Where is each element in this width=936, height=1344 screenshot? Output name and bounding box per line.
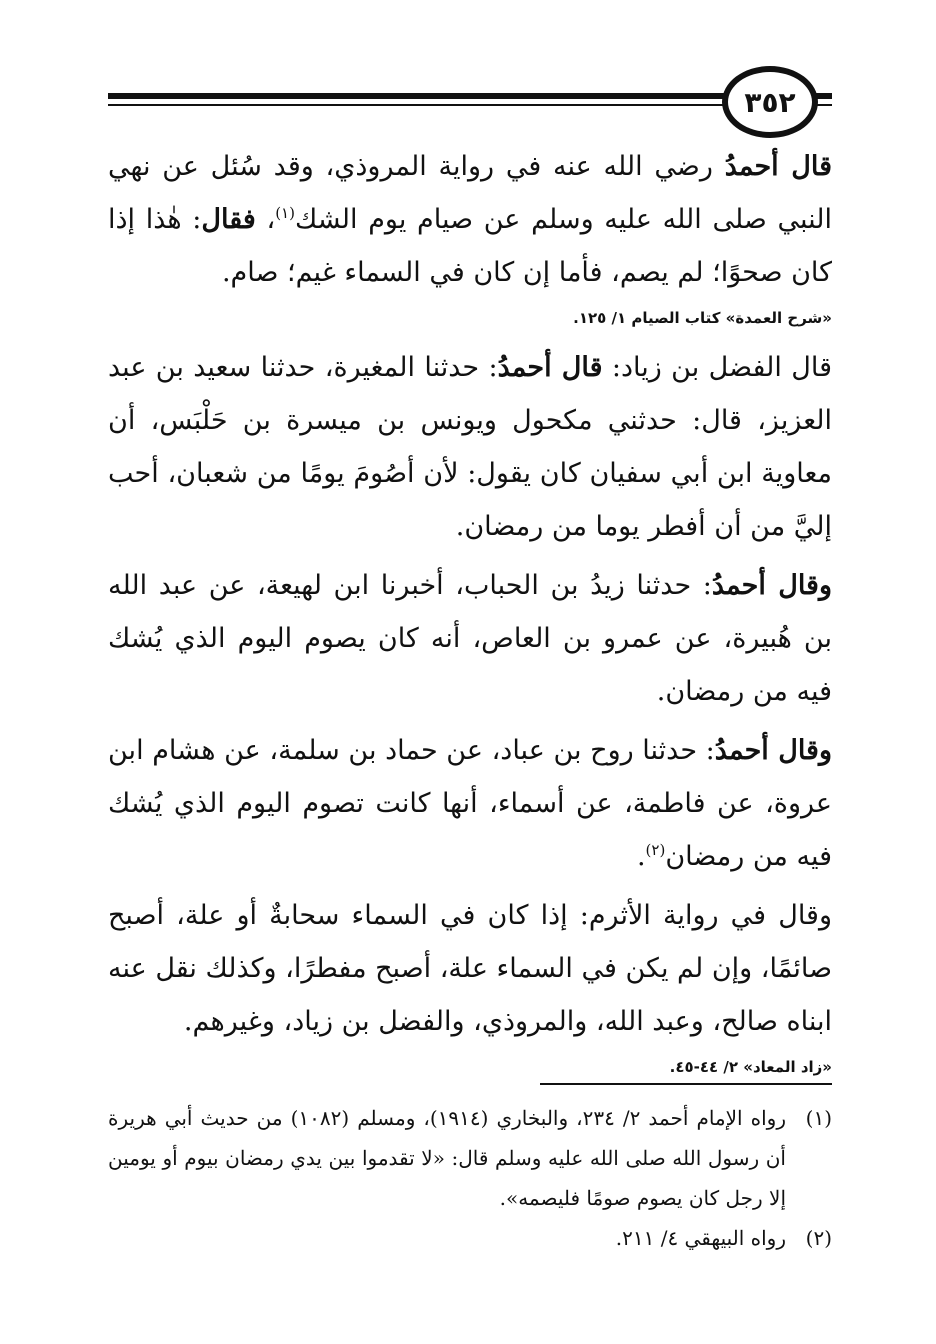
footnote-number: (١) (805, 1106, 832, 1130)
speaker-label: قال أحمدُ (497, 352, 603, 383)
footnote-ref-1[interactable]: (١) (275, 204, 295, 222)
paragraph-text: . (636, 841, 646, 872)
paragraph-text: : حدثنا المغيرة، حدثنا سعيد بن عبد العزيز، قال: حدثني مكحول ويونس بن ميسرة بن حَلْبَس، أن معاوية ابن أبي سفيان كان يقول: لأن أصُومَ يومًا من شعبان، أحب إليَّ من أن أفطر يوما من رمضان. (108, 352, 832, 542)
paragraph-text: وقال في رواية الأثرم: إذا كان في السماء سحابةٌ أو علة، أصبح صائمًا، وإن لم يكن في السماء علة، أصبح مفطرًا، وكذلك نقل عنه ابناه صالح، وعبد الله، والمروذي، والفضل بن زياد، وغيرهم. (108, 900, 832, 1037)
source-citation-2: «زاد المعاد» ٢/ ٤٤-٤٥. (669, 1058, 832, 1076)
paragraph-text: رضي الله عنه في رواية المروذي، وقد سُئل عن نهي النبي صلى الله عليه وسلم عن صيام يوم الشك (108, 151, 833, 235)
footnote-separator (540, 1083, 832, 1085)
footnote-text: رواه الإمام أحمد ٢/ ٢٣٤، والبخاري (١٩١٤)، ومسلم (١٠٨٢) من حديث أبي هريرة أن رسول الله صلى الله عليه وسلم قال: «لا تقدموا بين يدي رمضان بيوم أو يومين إلا رجل كان يصوم صومًا فليصمه». (108, 1106, 786, 1210)
footnote-1 (108, 1098, 832, 1218)
main-text (108, 140, 832, 1090)
page-header (0, 0, 936, 140)
source-citation-1: «شرح العمدة» كتاب الصيام ١/ ١٢٥. (573, 309, 832, 327)
speaker-label: وقال أحمدُ (714, 735, 832, 766)
footnotes (108, 1098, 832, 1258)
paragraph-4 (108, 724, 832, 883)
header-rule-thick (108, 93, 730, 99)
speaker-label: وقال أحمدُ (711, 570, 832, 601)
footnote-text: رواه البيهقي ٤/ ٢١١. (615, 1226, 786, 1250)
paragraph-3 (108, 559, 832, 718)
paragraph-1 (108, 140, 832, 299)
speaker-label: قال أحمدُ (724, 151, 833, 182)
paragraph-5 (108, 889, 832, 1048)
footnote-ref-2[interactable]: (٢) (645, 841, 666, 859)
paragraph-text: : هٰذا إذا كان صحوًا؛ لم يصم، فأما إن كان في السماء غيم؛ صام. (108, 204, 832, 288)
footnote-number: (٢) (805, 1226, 832, 1250)
paragraph-text: : حدثنا زيدُ بن الحباب، أخبرنا ابن لهيعة، عن عبد الله بن هُبيرة، عن عمرو بن العاص، أنه كان يصوم اليوم الذي يُشك فيه من رمضان. (108, 570, 832, 707)
header-rule-thin (108, 104, 730, 106)
paragraph-2 (108, 341, 832, 553)
page-number: ٣٥٢ (722, 66, 818, 138)
paragraph-text: ، (255, 204, 276, 235)
paragraph-text: قال الفضل بن زياد: (602, 352, 832, 383)
speaker-label: فقال (201, 204, 256, 235)
paragraph-text: : حدثنا روح بن عباد، عن حماد بن سلمة، عن هشام ابن عروة، عن فاطمة، عن أسماء، أنها كانت تصوم اليوم الذي يُشك فيه من رمضان (108, 735, 832, 872)
footnote-2 (108, 1218, 832, 1258)
